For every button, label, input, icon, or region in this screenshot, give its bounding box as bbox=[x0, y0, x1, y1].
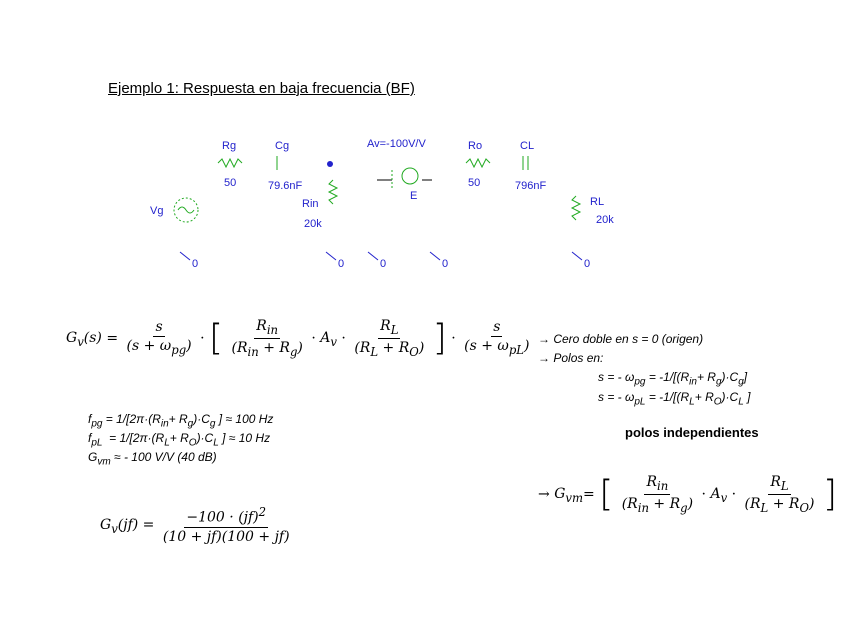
cg-label: Cg bbox=[275, 140, 290, 152]
fpl-result: $f_{pL} = 1/[2\pi\cdot(R_L+ R_O)\cdot C_L$ ] ≈ 10 Hz bbox=[88, 431, 271, 449]
ground-label: 0 bbox=[380, 258, 387, 270]
ground-icon bbox=[180, 252, 190, 260]
amp-source-icon bbox=[402, 168, 418, 184]
cl-label: CL bbox=[520, 140, 535, 152]
ro-label: Ro bbox=[468, 140, 483, 152]
pole-pl: s = - $\omega_{pL} = -1/[(R_L+ R_O)\cdot C_L$ ] bbox=[598, 390, 751, 408]
ground-icon bbox=[326, 252, 336, 260]
ground-icon bbox=[572, 252, 582, 260]
gvm-result: $G_{vm}$ ≈ - 100 V/V (40 dB) bbox=[88, 450, 217, 468]
ground-label: 0 bbox=[442, 258, 449, 270]
zero-note: → Cero doble en s = 0 (origen) bbox=[538, 332, 704, 346]
vg-label: Vg bbox=[150, 205, 164, 217]
ground-icon bbox=[430, 252, 440, 260]
rl-label: RL bbox=[590, 196, 605, 208]
ground-icon bbox=[368, 252, 378, 260]
independent-poles-label: polos independientes bbox=[625, 425, 759, 440]
rg-resistor-icon bbox=[218, 159, 242, 167]
ground-label: 0 bbox=[338, 258, 345, 270]
poles-note: → Polos en: bbox=[538, 351, 604, 365]
rl-resistor-icon bbox=[572, 196, 580, 220]
amp-ref: E bbox=[410, 190, 418, 202]
cl-value: 796nF bbox=[515, 180, 547, 192]
rin-value: 20k bbox=[304, 218, 322, 230]
frequency-response-equation: $G_v(jf)$ = $\frac{-100 \cdot (jf)^2}{(10 + jf)(100 + jf)}$ bbox=[100, 505, 290, 545]
ro-resistor-icon bbox=[466, 159, 490, 167]
circuit-schematic bbox=[140, 130, 620, 280]
ro-value: 50 bbox=[468, 177, 481, 189]
ground-label: 0 bbox=[192, 258, 199, 270]
rl-value: 20k bbox=[596, 214, 614, 226]
rin-resistor-icon bbox=[329, 180, 337, 204]
ground-label: 0 bbox=[584, 258, 591, 270]
cg-value: 79.6nF bbox=[268, 180, 303, 192]
page-title: Ejemplo 1: Respuesta en baja frecuencia (BF) bbox=[108, 80, 415, 97]
transfer-function-equation: $G_v(s)$ = $\frac{s}{(s + \omega_{pg})}$ · [ $\frac{R_{in}}{(R_{in} + R_g)}$ · $A_v$ · $\frac{R_L}{(R_L + R_O)}$ ] · $\frac{s}{(s + \omega_{pL})}$ bbox=[66, 317, 530, 359]
amp-label: Av=-100V/V bbox=[367, 138, 426, 150]
gvm-equation: → $G_{vm}=$ [ $\frac{R_{in}}{(R_{in} + R_g)}$ · $A_v$ · $\frac{R_L}{(R_L + R_O)}$ ] bbox=[538, 473, 837, 515]
rin-label: Rin bbox=[302, 198, 319, 210]
rg-label: Rg bbox=[222, 140, 237, 152]
fpg-result: $f_{pg} = 1/[2\pi\cdot(R_{in}+ R_g)\cdot C_g$ ] ≈ 100 Hz bbox=[88, 412, 274, 430]
rg-value: 50 bbox=[224, 177, 237, 189]
pole-pg: s = - $\omega_{pg} = -1/[(R_{in}+ R_g)\cdot C_g]$ bbox=[598, 370, 748, 388]
node-dot bbox=[327, 161, 333, 167]
